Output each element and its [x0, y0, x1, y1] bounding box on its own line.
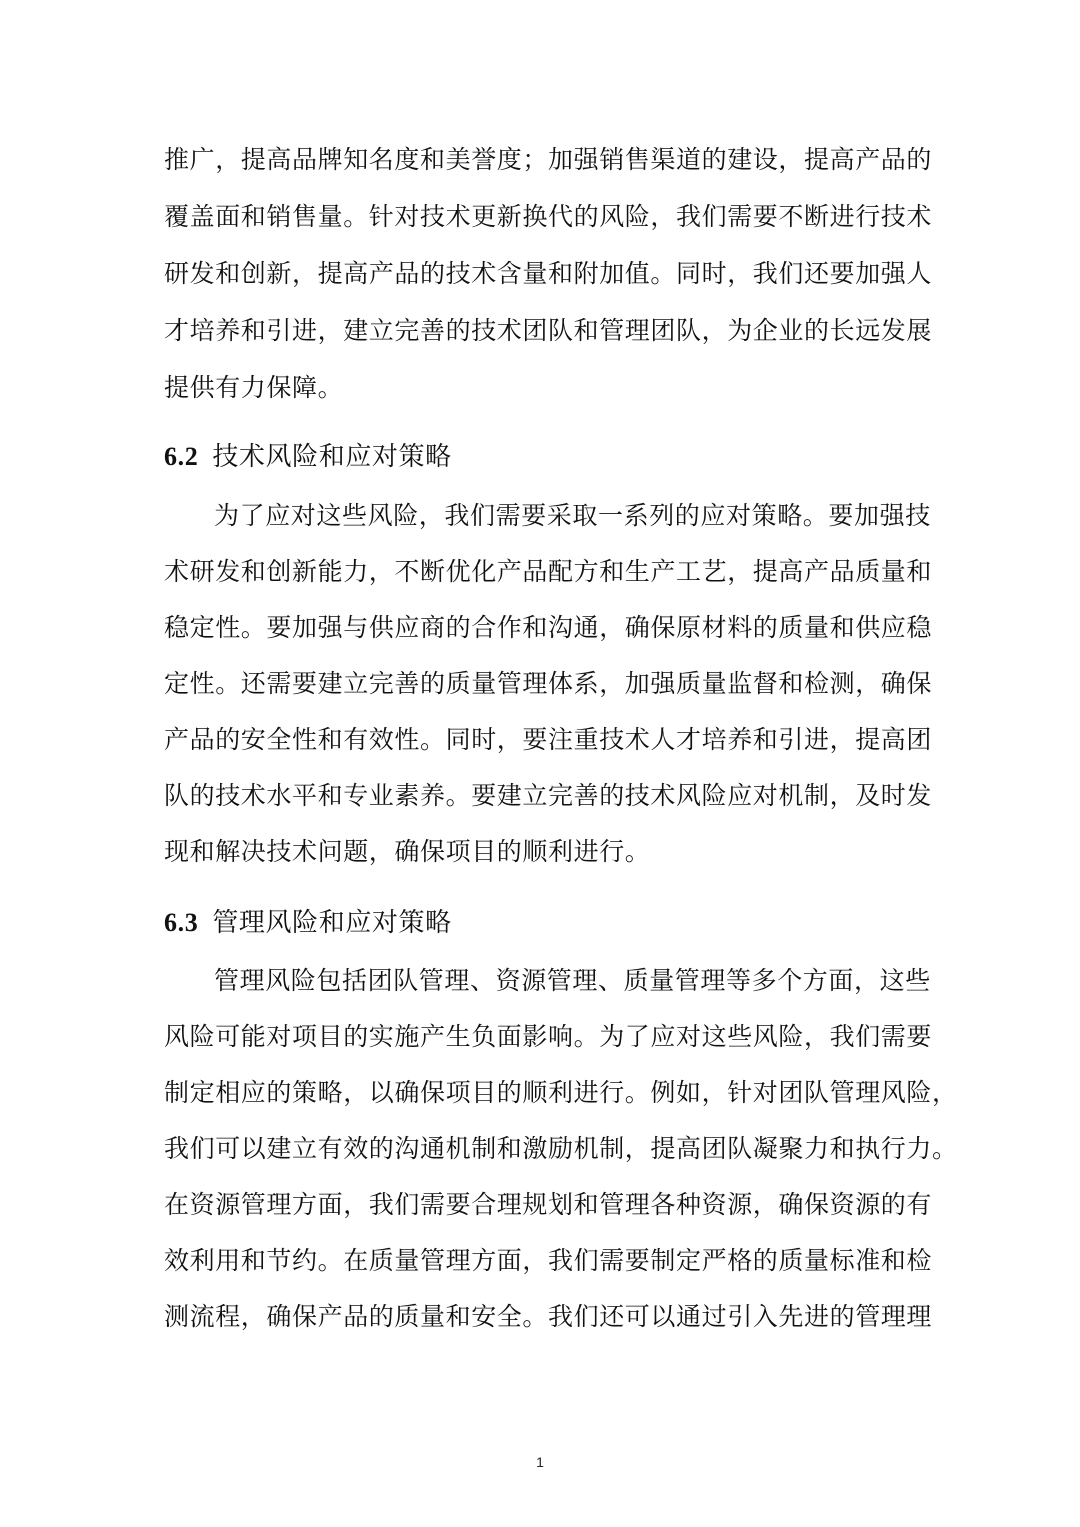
paragraph-line: 才培养和引进，建立完善的技术团队和管理团队，为企业的长远发展: [164, 316, 933, 345]
paragraph-line: 定性。还需要建立完善的质量管理体系，加强质量监督和检测，确保: [164, 669, 933, 698]
paragraph-line: 为了应对这些风险，我们需要采取一系列的应对策略。要加强技: [214, 501, 931, 530]
section-heading-6-2: [164, 440, 452, 474]
paragraph-line: 产品的安全性和有效性。同时，要注重技术人才培养和引进，提高团: [164, 725, 933, 754]
paragraph-line: 效利用和节约。在质量管理方面，我们需要制定严格的质量标准和检: [164, 1246, 933, 1275]
paragraph-line: 我们可以建立有效的沟通机制和激励机制，提高团队凝聚力和执行力。: [164, 1134, 958, 1163]
paragraph-line: 稳定性。要加强与供应商的合作和沟通，确保原材料的质量和供应稳: [164, 613, 933, 642]
section-heading-6-3: [164, 906, 452, 940]
page-number: 1: [536, 1454, 544, 1470]
section-title: 技术风险和应对策略: [212, 442, 452, 472]
paragraph-line: 管理风险包括团队管理、资源管理、质量管理等多个方面，这些: [214, 966, 931, 995]
paragraph-line: 队的技术水平和专业素养。要建立完善的技术风险应对机制，及时发: [164, 781, 933, 810]
paragraph-line: 在资源管理方面，我们需要合理规划和管理各种资源，确保资源的有: [164, 1190, 933, 1219]
paragraph-line: 研发和创新，提高产品的技术含量和附加值。同时，我们还要加强人: [164, 259, 933, 288]
section-title: 管理风险和应对策略: [212, 908, 452, 938]
paragraph-line: 制定相应的策略，以确保项目的顺利进行。例如，针对团队管理风险，: [164, 1078, 958, 1107]
paragraph-line: 测流程，确保产品的质量和安全。我们还可以通过引入先进的管理理: [164, 1302, 933, 1331]
paragraph-line: 推广，提高品牌知名度和美誉度；加强销售渠道的建设，提高产品的: [164, 145, 933, 174]
section-number: 6.2: [164, 442, 199, 471]
section-number: 6.3: [164, 908, 199, 937]
paragraph-line: 术研发和创新能力，不断优化产品配方和生产工艺，提高产品质量和: [164, 557, 933, 586]
paragraph-line: 现和解决技术问题，确保项目的顺利进行。: [164, 837, 651, 866]
paragraph-line: 提供有力保障。: [164, 373, 344, 402]
paragraph-line: 风险可能对项目的实施产生负面影响。为了应对这些风险，我们需要: [164, 1022, 933, 1051]
paragraph-line: 覆盖面和销售量。针对技术更新换代的风险，我们需要不断进行技术: [164, 202, 933, 231]
